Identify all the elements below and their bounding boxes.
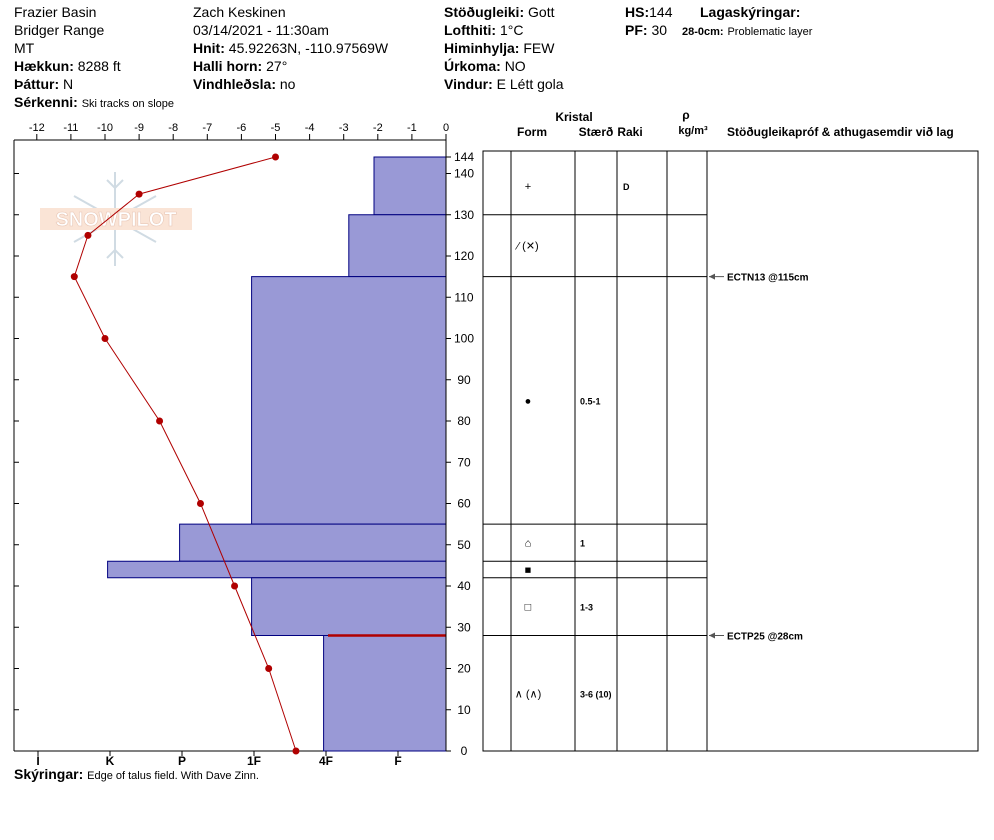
temperature-point [272, 154, 279, 161]
temp-tick-label: -10 [97, 122, 113, 134]
temp-tick-label: -12 [28, 122, 45, 134]
height-tick-label: 20 [457, 661, 471, 676]
temp-tick-label: -7 [202, 122, 213, 134]
density-unit: kg/m³ [678, 125, 708, 137]
slope-angle-row: Halli horn: 27° [193, 58, 288, 74]
height-tick-label: 40 [457, 579, 471, 593]
layer-form-symbol: ⁄ (✕) [517, 240, 539, 253]
height-tick-label: 100 [453, 331, 475, 346]
temp-tick-label: -5 [270, 122, 281, 134]
layer-form-symbol: ⌂ [524, 537, 532, 550]
layer-note: 28-0cm: Problematic layer [682, 26, 813, 38]
layer-size: 1 [580, 538, 586, 549]
moisture-header: Raki [617, 125, 643, 139]
coordinates-row: Hnit: 45.92263N, -110.97569W [193, 40, 389, 56]
test-result: ECTP25 @28cm [727, 631, 803, 643]
hardness-bar [374, 157, 446, 215]
sky-cover-row: Himinhylja: FEW [444, 40, 555, 56]
pf-row: PF: 30 [625, 22, 668, 38]
wind-loading-row: Vindhleðsla: no [193, 76, 296, 92]
density-header: ρ [682, 108, 690, 122]
hardness-bar [252, 277, 446, 525]
temperature-point [197, 500, 204, 507]
temp-tick-label: -4 [304, 122, 315, 134]
temp-tick-label: 0 [442, 122, 450, 134]
hardness-bar [108, 561, 446, 578]
layer-form-symbol: ∧ (∧) [514, 688, 542, 701]
state: MT [14, 40, 35, 56]
wind-row: Vindur: E Létt gola [444, 76, 564, 92]
layer-size: 0.5-1 [580, 396, 601, 407]
temperature-point [84, 232, 91, 239]
size-header: Stærð [578, 125, 614, 139]
stability-row: Stöðugleiki: Gott [444, 4, 555, 20]
hardness-bar [180, 524, 446, 561]
layer-size: 3-6 (10) [580, 689, 612, 700]
layer-notes-label: Lagaskýringar: [700, 4, 801, 20]
layer-table [483, 108, 978, 751]
layer-form-symbol: + [524, 180, 532, 193]
temperature-point [231, 583, 238, 590]
mountain-range: Bridger Range [14, 22, 105, 38]
layer-form-symbol: □ [524, 601, 532, 614]
temp-tick-label: -9 [134, 122, 144, 134]
test-result: ECTN13 @115cm [727, 272, 809, 284]
temp-tick-label: -1 [407, 122, 417, 134]
features-row: Sérkenni: Ski tracks on slope [14, 94, 175, 110]
aspect-row: Þáttur: N [14, 76, 74, 92]
elevation-row: Hækkun: 8288 ft [14, 58, 121, 74]
height-tick-label: 130 [453, 207, 475, 222]
height-tick-label: 120 [453, 249, 475, 263]
height-tick-label: 70 [457, 455, 471, 470]
layer-moisture: D [623, 181, 630, 192]
hs-row: HS:144 [625, 4, 673, 20]
temp-tick-label: -3 [338, 122, 349, 134]
test-arrow-head [709, 633, 715, 639]
temperature-point [136, 191, 143, 198]
height-tick-label: 0 [460, 744, 468, 758]
height-tick-label: 50 [457, 537, 471, 552]
temperature-point [102, 335, 109, 342]
table-frame [483, 151, 978, 751]
temperature-point [71, 273, 78, 280]
height-tick-label: 140 [453, 166, 475, 181]
temperature-point [265, 665, 272, 672]
test-arrow-head [709, 274, 715, 280]
layer-form-symbol: ● [524, 395, 532, 408]
layer-size: 1-3 [580, 602, 594, 613]
temp-tick-label: -11 [63, 122, 79, 134]
air-temp-row: Lofthiti: 1°C [444, 22, 524, 38]
hardness-bar [252, 578, 446, 636]
temperature-point [156, 418, 163, 425]
temp-tick-label: -8 [168, 122, 179, 134]
crystal-header: Kristal [555, 110, 593, 124]
height-tick-label: 144 [453, 150, 475, 164]
hardness-tick-label: I [36, 754, 40, 768]
height-tick-label: 90 [457, 372, 471, 387]
height-tick-label: 60 [457, 496, 471, 511]
observation-datetime: 03/14/2021 - 11:30am [193, 22, 329, 38]
form-header: Form [517, 125, 547, 139]
height-tick-label: 80 [457, 414, 471, 428]
height-tick-label: 30 [457, 620, 471, 635]
tests-header: Stöðugleikapróf & athugasemdir við lag [727, 125, 954, 139]
hardness-tick-label: 4F [318, 754, 334, 768]
hardness-bar [349, 215, 446, 277]
hardness-bar [324, 636, 446, 752]
hardness-tick-label: P [177, 754, 187, 768]
temp-tick-label: -2 [372, 122, 383, 134]
precipitation-row: Úrkoma: NO [444, 58, 526, 74]
temp-tick-label: -6 [236, 122, 247, 134]
hardness-tick-label: K [105, 754, 115, 768]
height-tick-label: 110 [454, 290, 474, 305]
location-name: Frazier Basin [14, 4, 97, 20]
layer-form-symbol: ■ [524, 564, 532, 577]
temperature-point [292, 748, 299, 755]
hardness-tick-label: 1F [246, 754, 262, 768]
observer-name: Zach Keskinen [193, 4, 286, 20]
logo-text: SNOWPILOT [55, 209, 177, 231]
hardness-tick-label: F [394, 754, 402, 768]
footer-notes: Skýringar: Edge of talus field. With Dave Zinn. [14, 766, 259, 782]
height-tick-label: 10 [457, 702, 471, 717]
hardness-profile [108, 157, 446, 751]
